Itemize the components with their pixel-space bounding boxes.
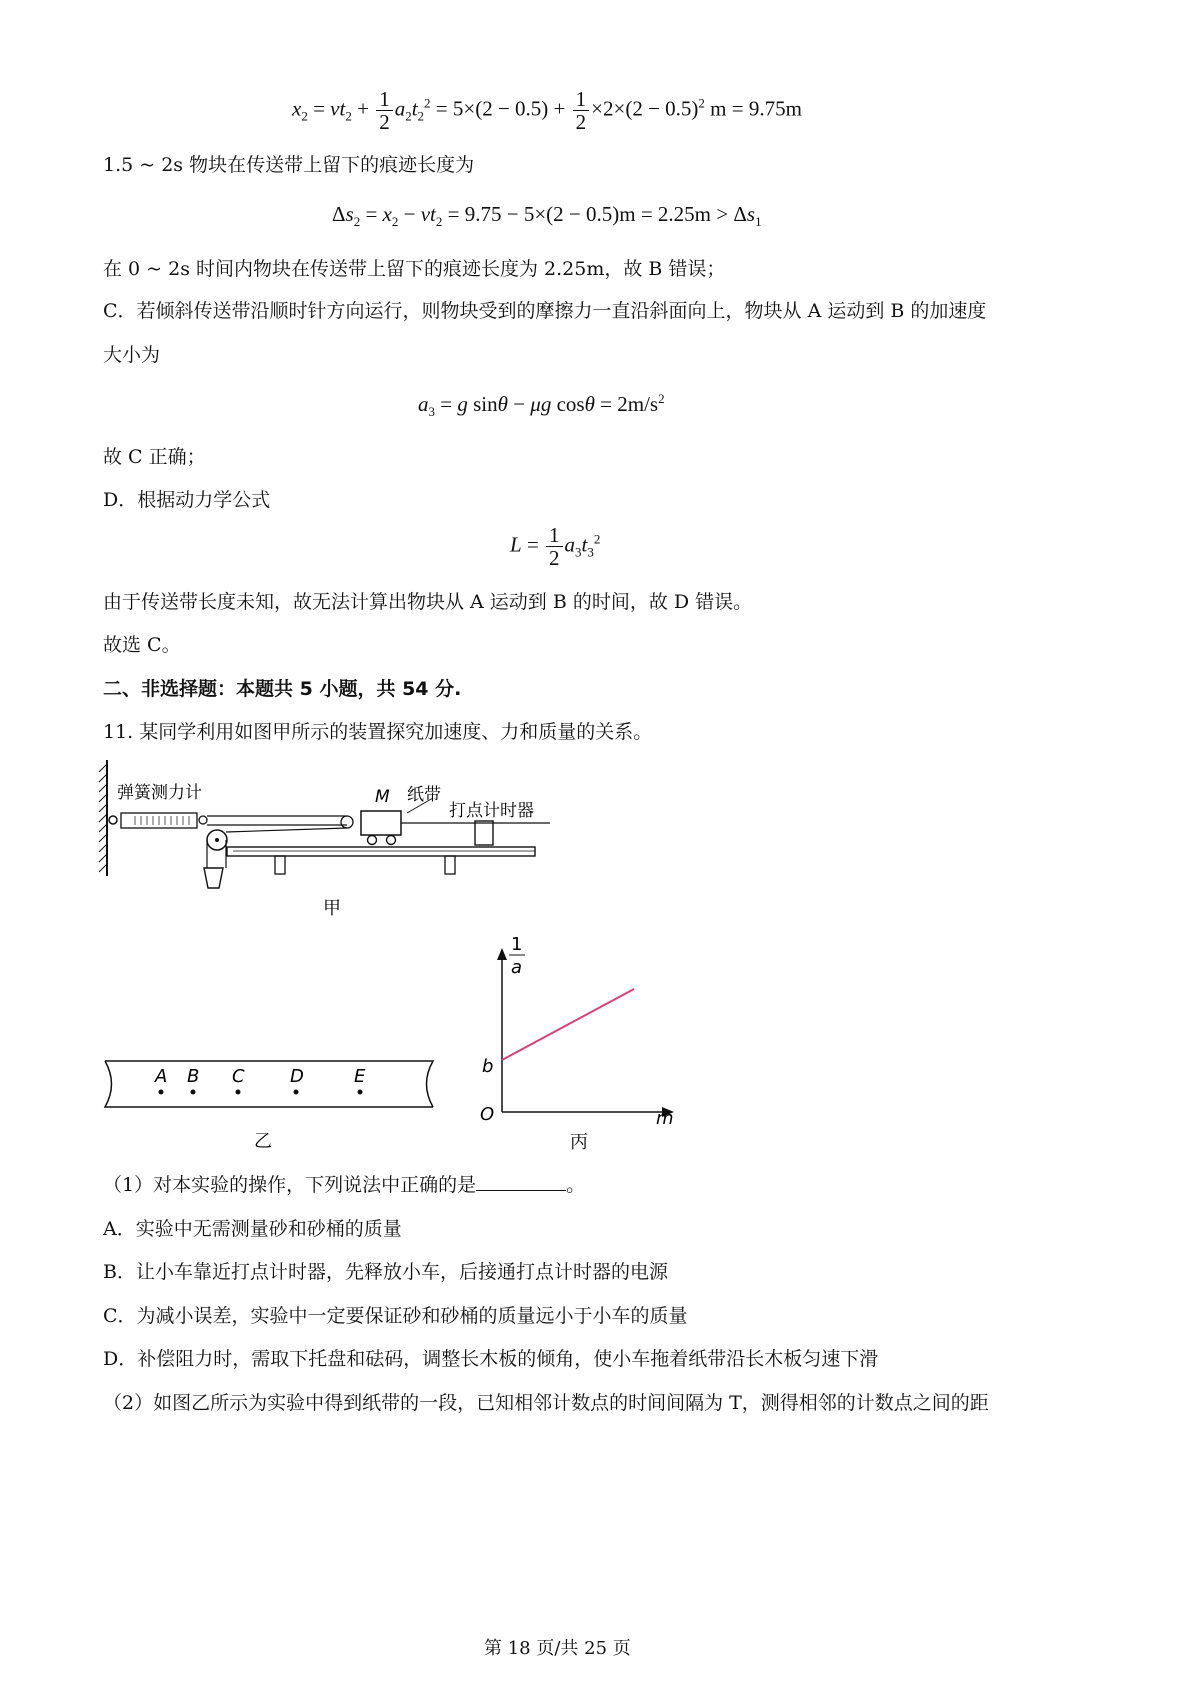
paragraph-answer: 故选 C。 bbox=[103, 634, 181, 656]
question-11-part1: （1）对本实验的操作，下列说法中正确的是 。 bbox=[103, 1174, 586, 1196]
section-heading: 二、非选择题：本题共 5 小题，共 54 分. bbox=[103, 678, 462, 700]
tape-point-label: B bbox=[187, 1066, 200, 1087]
answer-blank[interactable] bbox=[476, 1172, 566, 1191]
equation-L: L = $\frac{1}{2}$ $a_3t_3^2$ bbox=[510, 523, 601, 570]
spring-scale-label: 弹簧测力计 bbox=[117, 783, 202, 803]
question-11-part2: （2）如图乙所示为实验中得到纸带的一段，已知相邻计数点的时间间隔为 T，测得相邻的计数点之间的距 bbox=[103, 1392, 989, 1414]
x-axis-label: m bbox=[656, 1108, 674, 1129]
figure-graph bbox=[470, 930, 690, 1160]
equation-delta-s2: $\Delta s_2 = x_2 - vt_2 = 9.75 - 5\times(2 - 0.5)m = 2.25m > \Delta s_1$ bbox=[332, 202, 762, 230]
option-b: B．让小车靠近打点计时器，先释放小车，后接通打点计时器的电源 bbox=[103, 1261, 668, 1283]
tape-point-label: E bbox=[354, 1066, 366, 1087]
paragraph-total-trace: 在 0 ~ 2s 时间内物块在传送带上留下的痕迹长度为 2.25m，故 B 错误； bbox=[103, 258, 726, 280]
question-11: 11. 某同学利用如图甲所示的装置探究加速度、力和质量的关系。 bbox=[103, 721, 653, 743]
y-axis-label-den: a bbox=[511, 957, 523, 978]
figure-jia-caption: 甲 bbox=[323, 898, 341, 919]
timer-label: 打点计时器 bbox=[449, 801, 534, 821]
y-axis-label-num: 1 bbox=[511, 934, 523, 955]
origin-label: O bbox=[480, 1104, 495, 1125]
equation-x2: $x_2 = vt_2$ + $\frac{1}{2}$ $a_2t_2^2 = 5\times(2 - 0.5)$ + $\frac{1}{2}$ $\times 2\times(2 - 0.5)^2$ m = 9.75m bbox=[292, 87, 802, 134]
page-footer: 第 18 页/共 25 页 bbox=[484, 1638, 631, 1659]
paragraph-option-d: D．根据动力学公式 bbox=[103, 489, 271, 511]
tape-point-dot bbox=[294, 1090, 299, 1095]
intercept-label: b bbox=[482, 1056, 494, 1077]
figure-yi-caption: 乙 bbox=[254, 1131, 272, 1152]
paragraph-c-correct: 故 C 正确； bbox=[103, 446, 206, 468]
tape-point-dot bbox=[191, 1090, 196, 1095]
graph-line bbox=[502, 989, 634, 1060]
paragraph-d-wrong: 由于传送带长度未知，故无法计算出物块从 A 运动到 B 的时间，故 D 错误。 bbox=[103, 591, 753, 613]
tape-point-label: A bbox=[155, 1066, 168, 1087]
tape-point-label: C bbox=[232, 1066, 245, 1087]
tape-point-dot bbox=[358, 1090, 363, 1095]
tape-point-label: D bbox=[290, 1066, 304, 1087]
paragraph-trace-length: 1.5 ~ 2s 物块在传送带上留下的痕迹长度为 bbox=[103, 154, 475, 176]
paragraph-option-c-analysis: C．若倾斜传送带沿顺时针方向运行，则物块受到的摩擦力一直沿斜面向上，物块从 A 运动到 B 的加速度 bbox=[103, 300, 987, 322]
tape-point-dot bbox=[159, 1090, 164, 1095]
option-a: A．实验中无需测量砂和砂桶的质量 bbox=[103, 1218, 402, 1240]
figure-paper-tape bbox=[98, 1055, 443, 1160]
figure-apparatus bbox=[95, 758, 555, 923]
option-d: D．补偿阻力时，需取下托盘和砝码，调整长木板的倾角，使小车拖着纸带沿长木板匀速下滑 bbox=[103, 1348, 879, 1370]
cart-mass-label: M bbox=[375, 787, 390, 807]
option-c: C．为减小误差，实验中一定要保证砂和砂桶的质量远小于小车的质量 bbox=[103, 1305, 688, 1327]
paragraph-magnitude: 大小为 bbox=[103, 344, 161, 366]
tape-label: 纸带 bbox=[407, 785, 441, 805]
equation-a3: $a_3 = g$ sinθ − μg $\cos\theta = 2m/s^2$ bbox=[418, 391, 665, 420]
tape-point-dot bbox=[236, 1090, 241, 1095]
figure-bing-caption: 丙 bbox=[570, 1132, 588, 1153]
